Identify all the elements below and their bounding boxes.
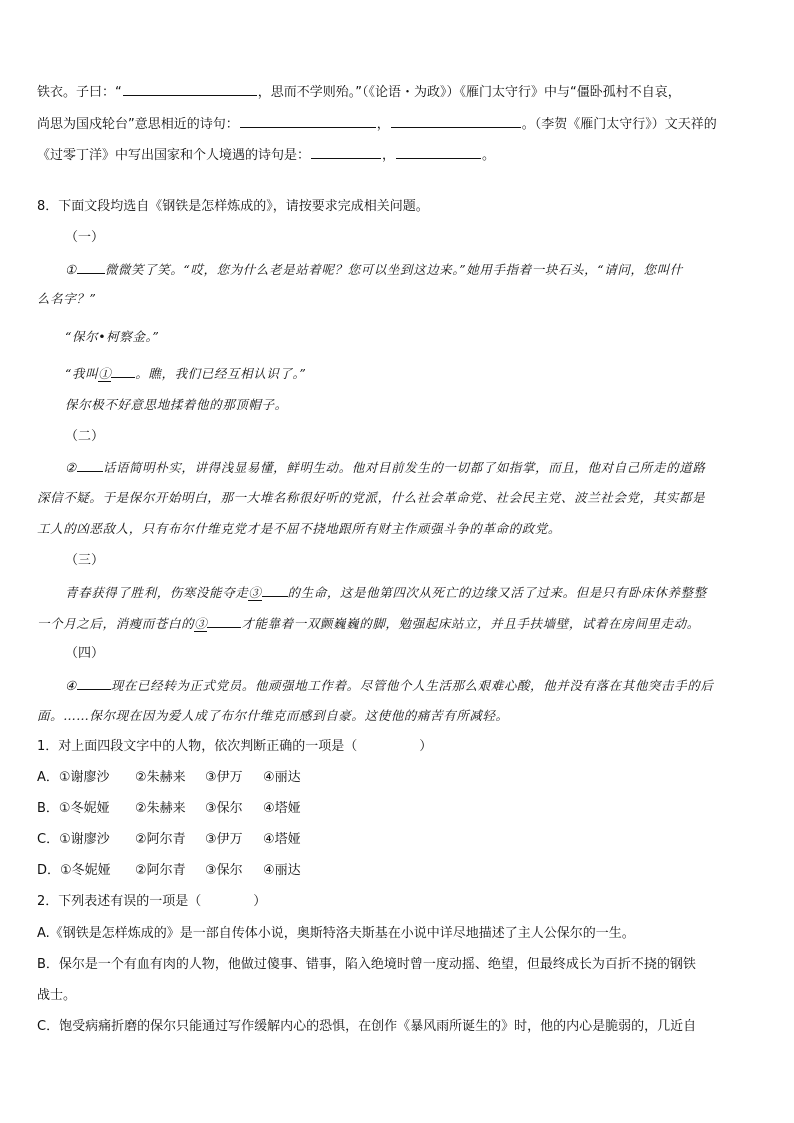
fill-blank[interactable] (396, 145, 481, 159)
paragraph-line: 深信不疑。于是保尔开始明白，那一大堆名称很好听的党派，什么社会革命党、社会民主党、波兰社会党，其实都是 (37, 490, 706, 505)
circled-number: ③ (194, 616, 208, 631)
section-heading: （一） (65, 230, 105, 245)
section-heading: （三） (65, 553, 105, 568)
fill-blank[interactable] (207, 614, 241, 628)
circled-number: ④ (65, 678, 77, 693)
paragraph-line: 保尔极不好意思地揉着他的那顶帽子。 (65, 397, 288, 412)
text-line: 尚思为国戍轮台”意思相近的诗句： ， 。（李贺《雁门太守行》）文天祥的 (37, 114, 764, 134)
option-c[interactable]: C．饱受病痛折磨的保尔只能通过写作缓解内心的恐惧，在创作《暴风雨所诞生的》时，他的内心是脆弱的，几近自 (37, 1019, 697, 1034)
fill-blank[interactable] (111, 364, 135, 378)
text-line: 《过零丁洋》中写出国家和个人境遇的诗句是： ， 。 (37, 145, 764, 165)
text-line: 铁衣。子曰：“ ，思而不学则殆。”（《论语・为政》）《雁门太守行》中与“僵卧孤村不自哀， (37, 82, 764, 102)
paragraph-line: 一个月之后，消瘦而苍白的③ 才能靠着一双颤巍巍的脚，勉强起床站立，并且手扶墙壁，试着在房间里走动。 (37, 616, 700, 631)
fill-blank[interactable] (311, 145, 381, 159)
option-b-continued: 战士。 (37, 988, 77, 1003)
paragraph-line: 面。……保尔现在因为爱人成了布尔什维克而感到自豪。这使他的痛苦有所减轻。 (37, 708, 509, 723)
paragraph-line: 青春获得了胜利，伤寒没能夺走③ 的生命，这是他第四次从死亡的边缘又活了过来。但是只有卧床休养整整 (65, 585, 707, 600)
paragraph-line: “我叫① 。瞧，我们已经互相认识了。” (65, 366, 307, 381)
circled-number: ③ (248, 585, 262, 600)
paragraph-line: ② 话语简明朴实，讲得浅显易懂，鲜明生动。他对目前发生的一切都了如指掌，而且，他对自己所走的道路 (65, 460, 706, 475)
circled-number: ① (98, 366, 112, 381)
option-a[interactable]: A.《钢铁是怎样炼成的》是一部自传体小说，奥斯特洛夫斯基在小说中详尽地描述了主人公保尔的一生。 (37, 926, 635, 941)
paragraph-line: 么名字？” (37, 291, 97, 306)
option-b[interactable]: B．保尔是一个有血有肉的人物，他做过傻事、错事，陷入绝境时曾一度动摇、绝望，但最终成长为百折不挠的钢铁 (37, 957, 696, 972)
paragraph-line: ④ 现在已经转为正式党员。他顽强地工作着。尽管他个人生活那么艰难心酸，他并没有落在其他突击手的后 (65, 678, 714, 693)
option-d[interactable]: D．①冬妮娅 ②阿尔青 ③保尔 ④丽达 (37, 863, 301, 878)
question-title: 8．下面文段均选自《钢铁是怎样炼成的》，请按要求完成相关问题。 (37, 199, 429, 214)
fill-blank[interactable] (77, 260, 105, 274)
fill-blank[interactable] (77, 458, 103, 472)
question-stem: 2．下列表述有误的一项是（ ） (37, 894, 267, 909)
fill-blank[interactable] (123, 82, 257, 96)
circled-number: ② (65, 460, 77, 475)
paragraph-line: ① 微微笑了笑。“哎，您为什么老是站着呢？您可以坐到这边来。”她用手指着一块石头，“请问，您叫什 (65, 262, 683, 277)
option-a[interactable]: A．①谢廖沙 ②朱赫来 ③伊万 ④丽达 (37, 770, 301, 785)
option-b[interactable]: B．①冬妮娅 ②朱赫来 ③保尔 ④塔娅 (37, 801, 301, 816)
question-stem: 1．对上面四段文字中的人物，依次判断正确的一项是（ ） (37, 739, 433, 754)
fill-blank[interactable] (240, 114, 376, 128)
option-c[interactable]: C．①谢廖沙 ②阿尔青 ③伊万 ④塔娅 (37, 832, 301, 847)
section-heading: （二） (65, 429, 105, 444)
paragraph-line: “保尔•柯察金。” (65, 329, 160, 344)
section-heading: （四） (65, 646, 105, 661)
fill-blank[interactable] (391, 114, 521, 128)
circled-number: ① (65, 262, 77, 277)
fill-blank[interactable] (77, 676, 111, 690)
paragraph-line: 工人的凶恶敌人，只有布尔什维克党才是不屈不挠地跟所有财主作顽强斗争的革命的政党。 (37, 521, 562, 536)
fill-blank[interactable] (262, 583, 288, 597)
